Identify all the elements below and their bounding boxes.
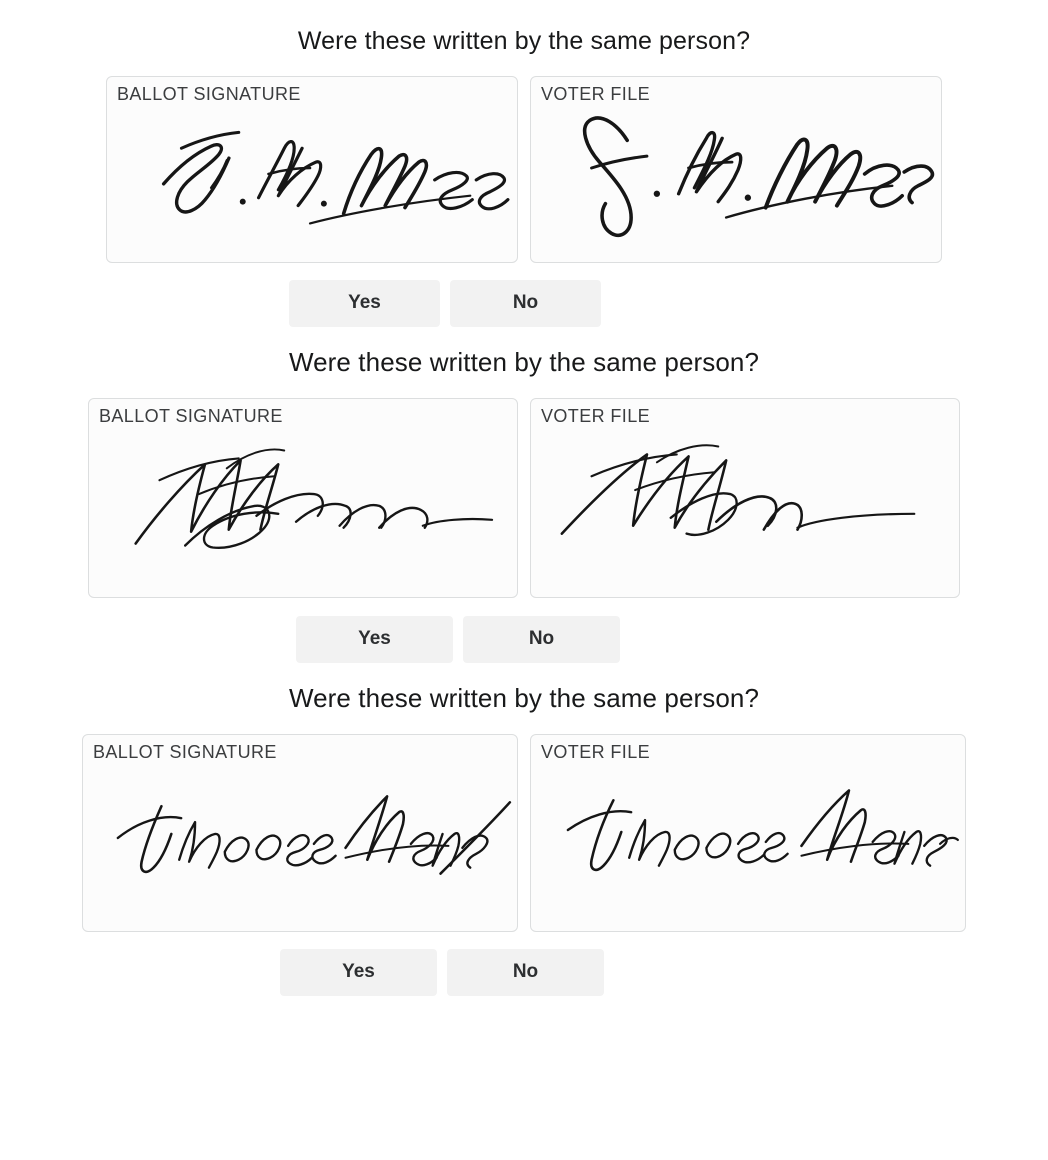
signature-task xyxy=(0,683,1048,996)
voter-file-card xyxy=(530,398,960,598)
answer-buttons xyxy=(0,616,982,663)
ballot-signature-card xyxy=(106,76,518,263)
signature-pair xyxy=(0,76,1048,263)
no-button[interactable]: No xyxy=(463,616,620,663)
task-prompt: Were these written by the same person? xyxy=(288,682,760,713)
answer-buttons xyxy=(0,949,966,996)
voter-file-label: VOTER FILE xyxy=(541,84,651,104)
task-prompt: Were these written by the same person? xyxy=(288,346,760,377)
no-button[interactable]: No xyxy=(447,949,604,996)
ballot-signature-card xyxy=(82,734,518,932)
ballot-signature-label: BALLOT SIGNATURE xyxy=(99,406,283,427)
voter-file-card xyxy=(530,734,966,932)
voter-file-label: VOTER FILE xyxy=(541,406,651,427)
answer-buttons xyxy=(0,280,969,327)
yes-button[interactable]: Yes xyxy=(280,949,437,996)
yes-button[interactable]: Yes xyxy=(296,616,453,663)
voter-file-card xyxy=(530,76,942,263)
voter-file-signature-image xyxy=(531,735,965,931)
ballot-signature-label: BALLOT SIGNATURE xyxy=(93,742,277,763)
signature-pair xyxy=(0,398,1048,598)
ballot-signature-image xyxy=(89,399,517,597)
task-prompt: Were these written by the same person? xyxy=(297,27,751,55)
signature-task xyxy=(0,347,1048,663)
yes-button[interactable]: Yes xyxy=(289,280,440,327)
ballot-signature-card xyxy=(88,398,518,598)
ballot-signature-image xyxy=(83,735,517,931)
no-button[interactable]: No xyxy=(450,280,601,327)
voter-file-signature-image xyxy=(531,399,959,597)
signature-pair xyxy=(0,734,1048,932)
signature-task xyxy=(0,26,1048,327)
voter-file-label: VOTER FILE xyxy=(541,742,651,763)
ballot-signature-label: BALLOT SIGNATURE xyxy=(117,84,301,104)
